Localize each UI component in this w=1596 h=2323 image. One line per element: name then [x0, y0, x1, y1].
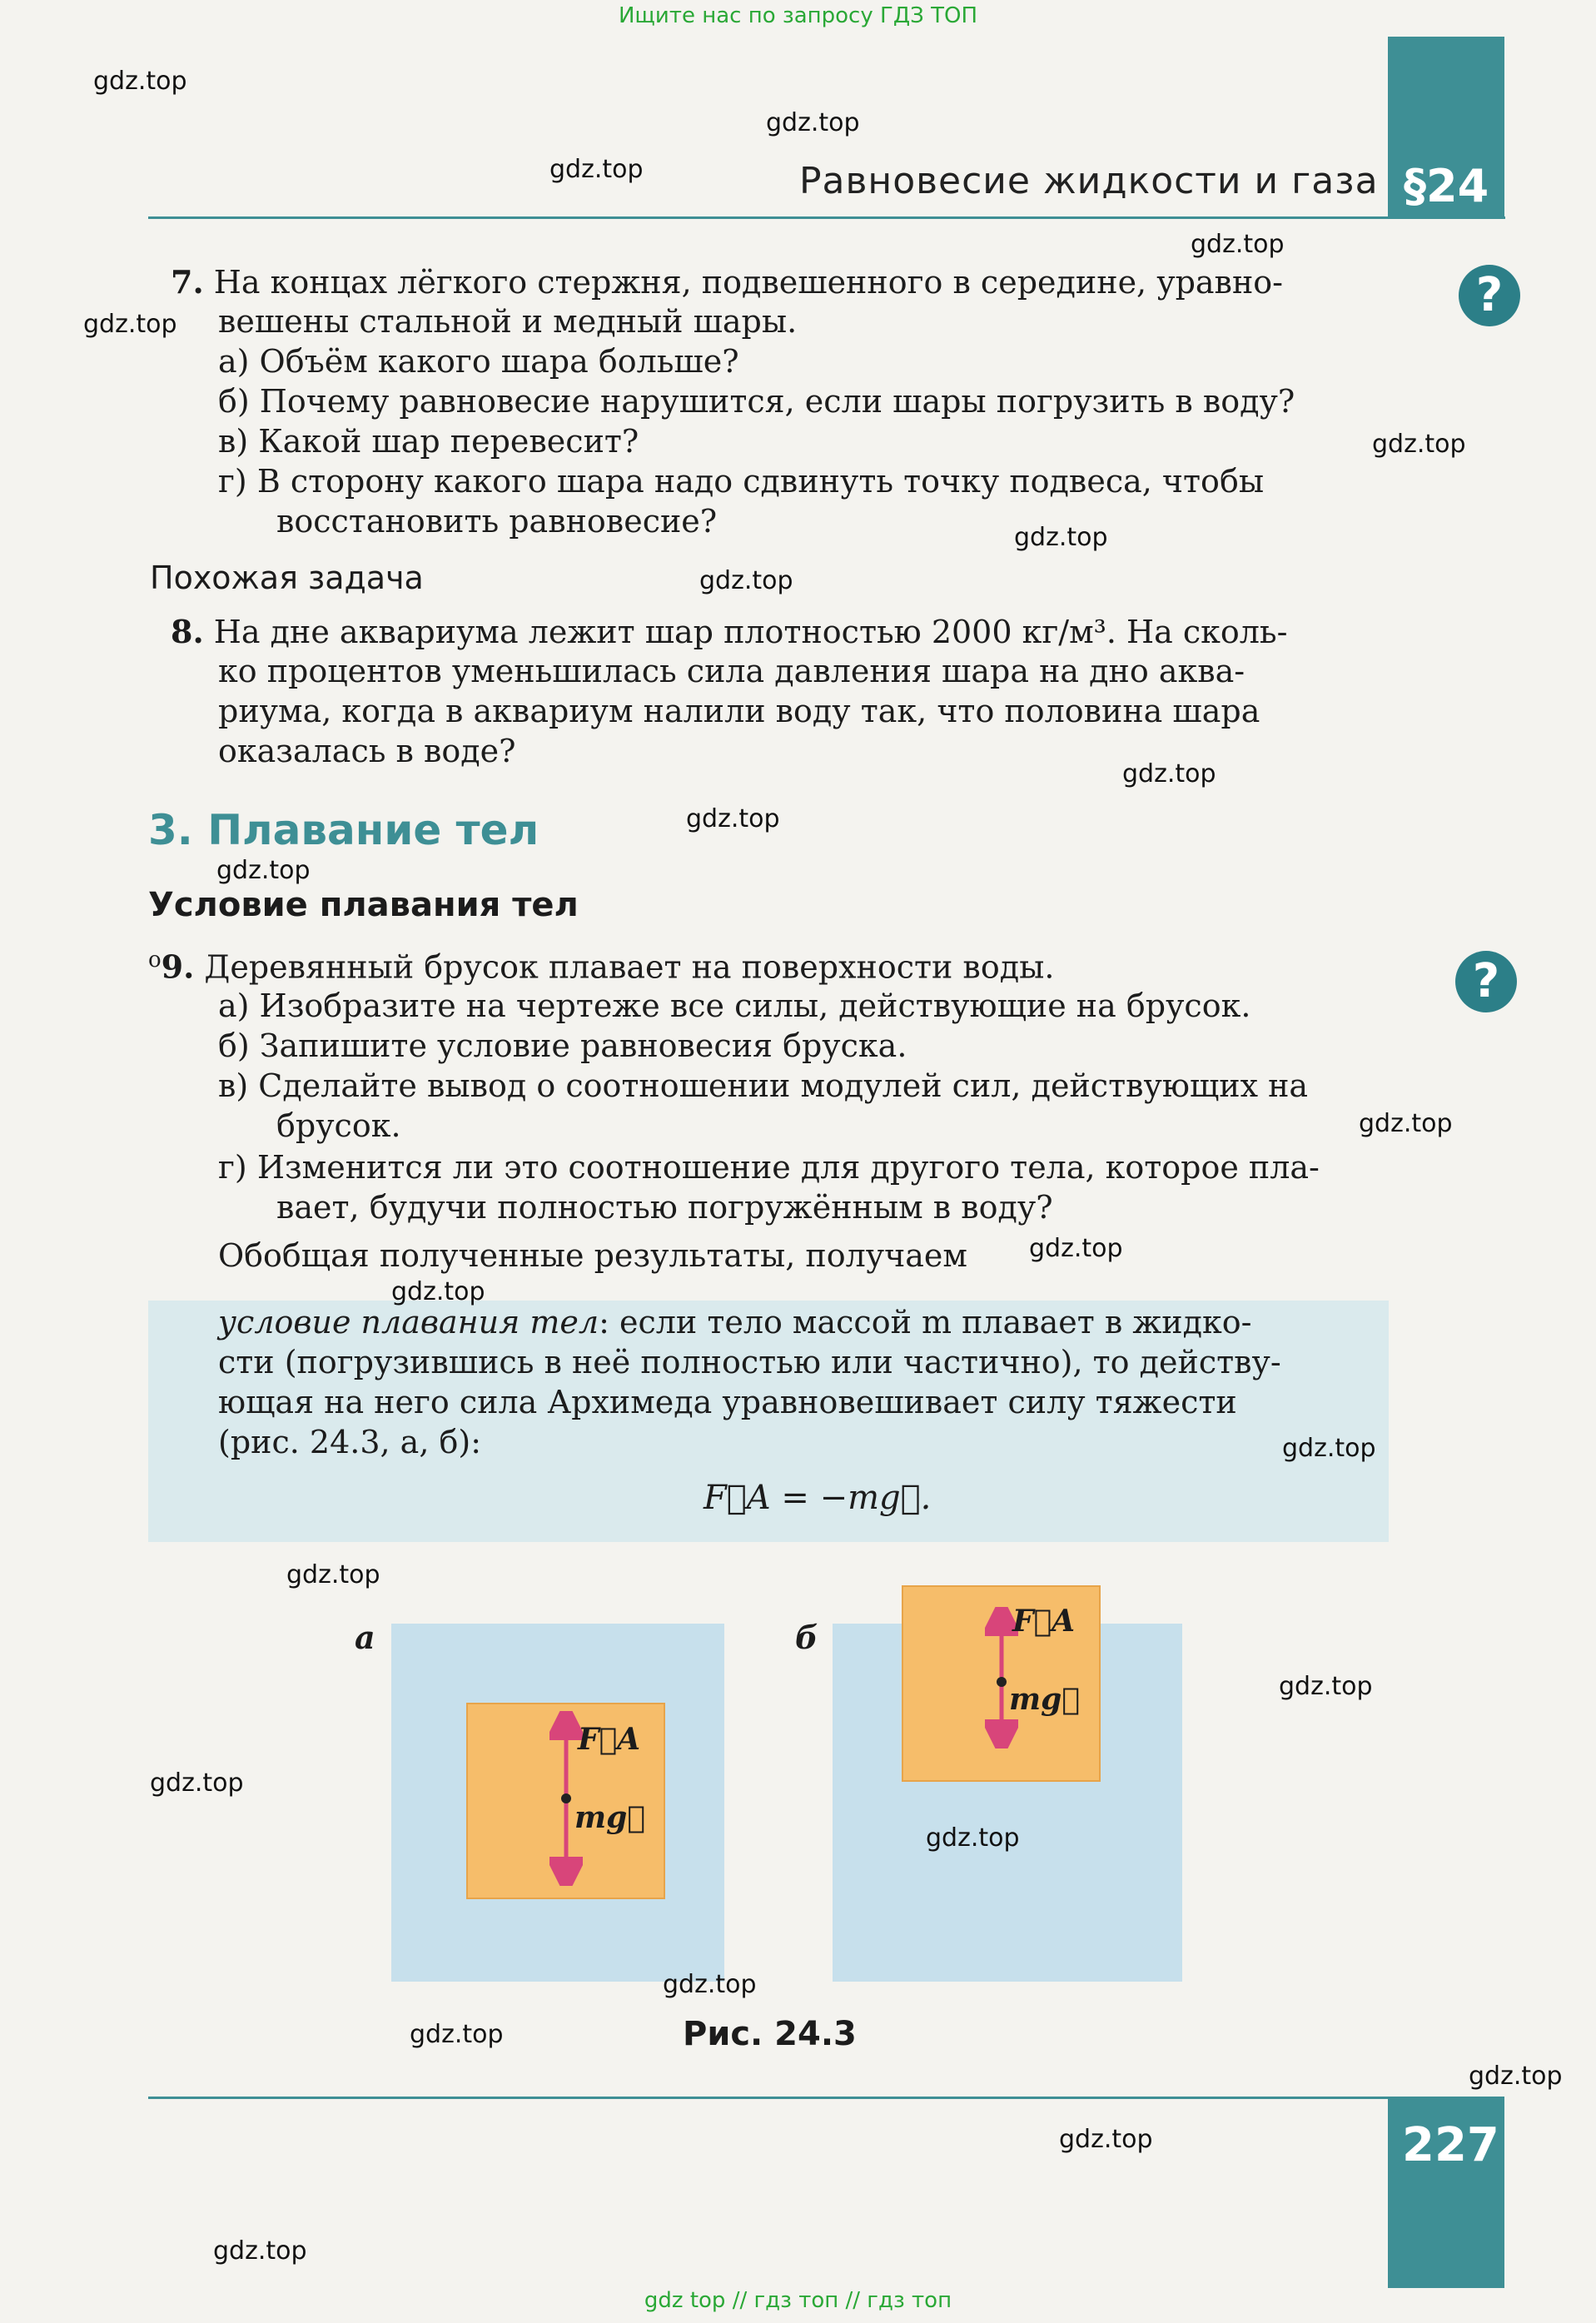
watermark: gdz.top	[1279, 1672, 1373, 1701]
task-number: 8.	[171, 613, 204, 650]
task-8-line-2: ко процентов уменьшилась сила давления шара на дно аква-	[218, 653, 1245, 689]
task-7-item-a: а) Объём какого шара больше?	[218, 343, 739, 380]
rule-term: условие плавания тел	[218, 1304, 599, 1341]
task-7-item-b: б) Почему равновесие нарушится, если шары погрузить в воду?	[218, 383, 1295, 420]
watermark: gdz.top	[391, 1277, 485, 1306]
task-9-item-v-cont: брусок.	[276, 1107, 401, 1144]
header-rule	[148, 216, 1505, 219]
task-marker: о	[148, 948, 162, 972]
task-7-line-2: вешены стальной и медный шары.	[218, 303, 798, 340]
watermark: gdz.top	[1191, 230, 1285, 259]
watermark: gdz.top	[83, 310, 177, 339]
watermark: gdz.top	[1469, 2062, 1563, 2091]
watermark: gdz.top	[1029, 1234, 1123, 1263]
task-9-item-v: в) Сделайте вывод о соотношении модулей сил, действующих на	[218, 1067, 1309, 1104]
watermark: gdz.top	[1282, 1434, 1376, 1463]
watermark: gdz.top	[1372, 430, 1466, 459]
page-number: 227	[1402, 2118, 1499, 2172]
task-text: Деревянный брусок плавает на поверхности воды.	[204, 948, 1055, 986]
rule-line-3: ющая на него сила Архимеда уравновешивает силу тяжести	[218, 1384, 1237, 1420]
watermark: gdz.top	[1059, 2125, 1153, 2154]
task-8-line-4: оказалась в воде?	[218, 733, 516, 769]
force-b-label-down: mg⃗	[1009, 1682, 1080, 1717]
watermark: gdz.top	[1359, 1109, 1453, 1138]
section-heading: 3. Плавание тел	[148, 806, 539, 854]
watermark: gdz.top	[926, 1823, 1020, 1853]
task-8-line-3: риума, когда в аквариум налили воду так, что половина шара	[218, 693, 1260, 729]
rule-line-4: (рис. 24.3, а, б):	[218, 1424, 482, 1460]
task-9-item-g: г) Изменится ли это соотношение для другого тела, которое пла-	[218, 1149, 1320, 1186]
force-a-label-down: mg⃗	[574, 1800, 645, 1835]
footer-rule	[148, 2097, 1389, 2099]
watermark: gdz.top	[150, 1768, 244, 1798]
page-header-title: Равновесие жидкости и газа	[799, 160, 1379, 202]
summary-text: Обобщая полученные результаты, получаем	[218, 1237, 967, 1274]
watermark: gdz.top	[686, 804, 780, 833]
watermark: gdz.top	[286, 1560, 380, 1589]
rule-line-1	[218, 1304, 1252, 1341]
force-b-label-up: F⃗A	[1012, 1604, 1076, 1639]
force-a-label-up: F⃗A	[578, 1722, 641, 1757]
watermark: gdz.top	[410, 2020, 504, 2049]
rule-text: : если тело массой m плавает в жидко-	[599, 1304, 1252, 1341]
top-banner[interactable]: Ищите нас по запросу ГДЗ ТОП	[618, 3, 978, 28]
center-point	[561, 1793, 571, 1803]
question-icon: ?	[1455, 951, 1517, 1012]
task-9-item-b: б) Запишите условие равновесия бруска.	[218, 1027, 907, 1064]
task-8-line-1	[171, 613, 1287, 650]
watermark: gdz.top	[549, 155, 644, 184]
watermark: gdz.top	[93, 67, 187, 96]
figure-label-a: а	[355, 1619, 375, 1656]
task-7-item-g: г) В сторону какого шара надо сдвинуть точку подвеса, чтобы	[218, 463, 1265, 500]
similar-task-label: Похожая задача	[150, 560, 424, 596]
subsection-heading: Условие плавания тел	[148, 886, 579, 924]
rule-formula: F⃗A = −mg⃗.	[704, 1479, 932, 1517]
task-9-item-a: а) Изобразите на чертеже все силы, действующие на брусок.	[218, 987, 1251, 1024]
watermark: gdz.top	[1122, 759, 1216, 788]
watermark: gdz.top	[1014, 523, 1108, 552]
watermark: gdz.top	[766, 108, 860, 137]
center-point	[997, 1677, 1007, 1687]
task-7-item-v: в) Какой шар перевесит?	[218, 423, 639, 460]
rule-line-2: сти (погрузившись в неё полностью или частично), то действу-	[218, 1344, 1281, 1380]
task-text: На концах лёгкого стержня, подвешенного в середине, уравно-	[213, 264, 1283, 301]
question-icon: ?	[1459, 265, 1520, 326]
watermark: gdz.top	[213, 2236, 307, 2266]
figure-label-b: б	[795, 1619, 818, 1656]
task-7-line-1	[171, 263, 1283, 301]
task-9-item-g-cont: вает, будучи полностью погружённым в воду?	[276, 1189, 1053, 1226]
task-9-line-1	[148, 948, 1054, 986]
task-number: 7.	[171, 263, 204, 301]
watermark: gdz.top	[699, 566, 793, 595]
watermark: gdz.top	[216, 856, 311, 885]
bottom-banner[interactable]: gdz top // гдз топ // гдз топ	[644, 2288, 952, 2313]
section-number: §24	[1404, 160, 1489, 212]
watermark: gdz.top	[663, 1970, 757, 1999]
task-text: На дне аквариума лежит шар плотностью 2000 кг/м³. На сколь-	[213, 614, 1288, 650]
figure-caption: Рис. 24.3	[683, 2015, 857, 2053]
task-7-item-g-cont: восстановить равновесие?	[276, 503, 718, 540]
task-number: 9.	[161, 948, 195, 986]
